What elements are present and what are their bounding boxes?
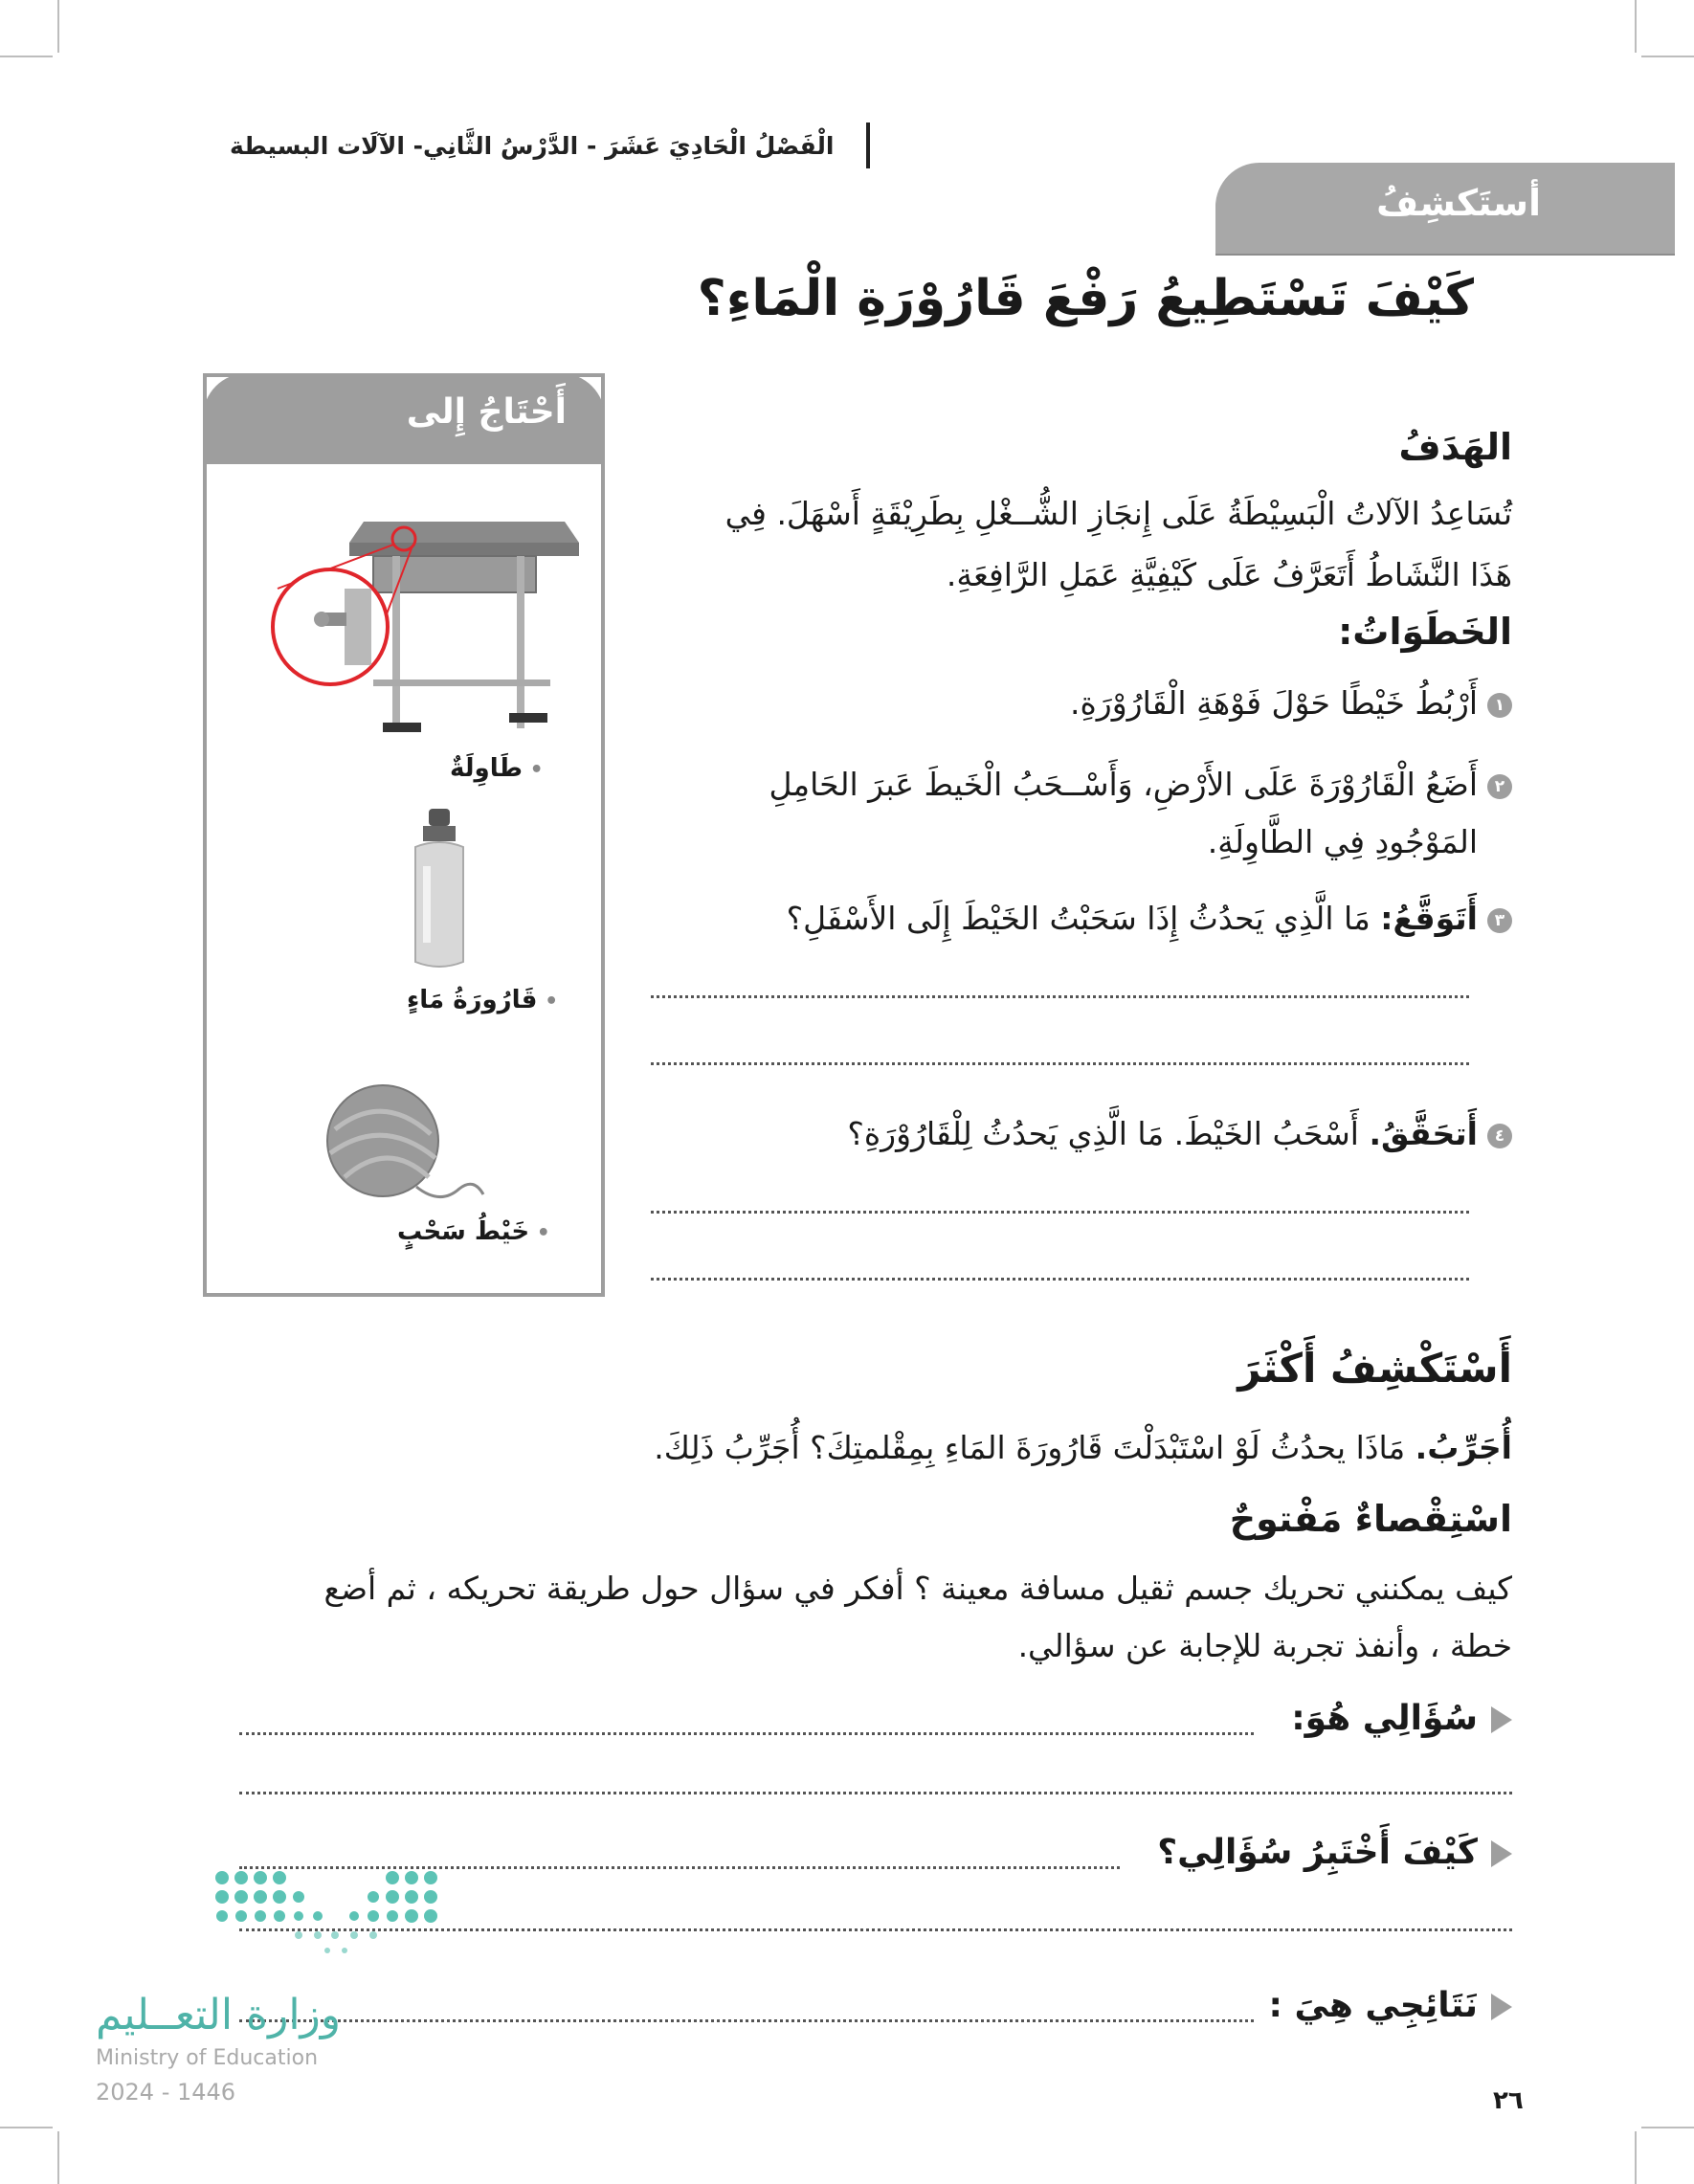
step-number: ٤ <box>1487 1124 1512 1148</box>
explore-more-text <box>654 1429 1512 1466</box>
crop-mark <box>1635 0 1637 53</box>
prompt-test <box>1157 1833 1512 1872</box>
bullet-icon: • <box>529 1221 550 1245</box>
answer-line[interactable] <box>651 995 1469 998</box>
step-number: ١ <box>1487 693 1512 718</box>
triangle-arrow-icon <box>1491 1840 1512 1867</box>
goal-heading: الهَدَفُ <box>1398 426 1512 468</box>
step-text: أَسْحَبُ الخَيْطَ. مَا الَّذِي يَحدُثُ لِلْقَارُوْرَةِ؟ <box>847 1115 1370 1152</box>
step-2-continued: المَوْجُودِ فِي الطَّاوِلَةِ. <box>1207 823 1478 860</box>
step-text: مَا الَّذِي يَحدُثُ إِذَا سَحَبْتُ الخَيْطَ إِلَى الأَسْفَلِ؟ <box>786 900 1381 937</box>
material-desk-label <box>450 754 544 783</box>
answer-line[interactable] <box>651 1211 1469 1214</box>
answer-line[interactable] <box>651 1062 1469 1065</box>
goal-line-2: هَذَا النَّشَاطُ أَتَعَرَّفُ عَلَى كَيْفِيَّةِ عَمَلِ الرَّافِعَةِ. <box>946 556 1512 593</box>
step-number: ٣ <box>1487 908 1512 933</box>
page-number: ٢٦ <box>1493 2086 1524 2115</box>
step-3 <box>787 900 1512 937</box>
step-text: أَرْبُطُ خَيْطًا حَوْلَ فَوْهَةِ الْقَارُوْرَةِ. <box>1070 684 1478 722</box>
triangle-arrow-icon <box>1491 1994 1512 2020</box>
prompt-test-label: كَيْفَ أَخْتَبِرُ سُؤَالِي؟ <box>1157 1833 1478 1872</box>
yarn-image <box>316 1081 488 1206</box>
running-head-bar <box>866 123 870 168</box>
prompt-results <box>1269 1986 1512 2025</box>
step-2 <box>769 766 1512 803</box>
answer-line[interactable] <box>651 1278 1469 1281</box>
crop-mark <box>57 2131 59 2184</box>
step-text: أَضَعُ الْقَارُوْرَةَ عَلَى الأَرْضِ، وَأَسْــحَبُ الْخَيطَ عَبرَ الحَامِلِ <box>769 766 1478 803</box>
crop-mark <box>0 2127 53 2128</box>
crop-mark <box>1641 2127 1694 2128</box>
goal-line-1: تُسَاعِدُ الآلاتُ الْبَسِيْطَةُ عَلَى إِنجَازِ الشُّــغْلِ بِطَرِيْقَةٍ أَسْهَلَ. فِي <box>724 495 1512 532</box>
step-4 <box>847 1115 1512 1152</box>
crop-mark <box>57 0 59 53</box>
step-1 <box>1070 684 1512 722</box>
answer-line[interactable] <box>239 2019 1254 2022</box>
answer-line[interactable] <box>239 1792 1512 1794</box>
edition-year: 2024 - 1446 <box>96 2079 236 2106</box>
steps-heading: الخَطَوَاتُ: <box>1338 611 1512 653</box>
ministry-name-ar: وزارة التعــليم <box>96 1991 342 2039</box>
explore-more-heading: أَسْتَكْشِفُ أَكْثَرَ <box>1237 1345 1512 1392</box>
material-string-label <box>397 1217 550 1246</box>
crop-mark <box>0 56 53 57</box>
step-label: أَتحَقَّقُ. <box>1369 1115 1478 1152</box>
material-bottle-label <box>407 986 558 1014</box>
crop-mark <box>1641 56 1694 57</box>
step-number: ٢ <box>1487 774 1512 799</box>
bullet-icon: • <box>537 990 559 1014</box>
step-label: أَتَوَقَّعُ: <box>1380 900 1478 937</box>
page-title: كَيْفَ تَسْتَطِيعُ رَفْعَ قَارُوْرَةِ الْمَاءِ؟ <box>697 270 1474 327</box>
triangle-arrow-icon <box>1491 1706 1512 1733</box>
running-head: الْفَصْلُ الْحَادِيَ عَشَرَ - الدَّرْسُ الثَّانِي- الآلَات البسيطة <box>230 132 835 160</box>
material-desk-text: طَاوِلَةٌ <box>450 754 523 783</box>
open-inquiry-heading: اسْتِقْصاءٌ مَفْتوحٌ <box>1229 1498 1512 1540</box>
open-inquiry-line-2: خطة ، وأنفذ تجربة للإجابة عن سؤالي. <box>1017 1627 1512 1664</box>
answer-line[interactable] <box>239 1732 1254 1735</box>
ministry-logo-icon <box>211 1866 450 1972</box>
explore-more-body: مَاذَا يحدُثُ لَوْ اسْتَبْدَلْتَ قَارُورَةَ المَاءِ بِمِقْلمتِكَ؟ أُجَرِّبُ ذَلِكَ. <box>654 1429 1415 1466</box>
prompt-results-label: نَتَائِجِي هِيَ : <box>1268 1986 1478 2025</box>
bullet-icon: • <box>522 758 544 782</box>
prompt-question <box>1291 1699 1512 1738</box>
explore-more-label: أُجَرِّبُ. <box>1415 1429 1512 1466</box>
ministry-name-en: Ministry of Education <box>96 2046 319 2070</box>
section-tab-label: أستَكشِفُ <box>1376 182 1541 224</box>
material-bottle-text: قَارُورَةُ مَاءٍ <box>407 986 538 1014</box>
crop-mark <box>1635 2131 1637 2184</box>
open-inquiry-line-1: كيف يمكنني تحريك جسم ثقيل مسافة معينة ؟ أفكر في سؤال حول طريقة تحريكه ، ثم أضع <box>323 1570 1512 1607</box>
bottle-image <box>402 809 479 971</box>
desk-image <box>258 483 584 732</box>
materials-title: أَحْتَاجُ إِلى <box>406 392 567 432</box>
material-string-text: خَيْطُ سَحْبٍ <box>397 1217 530 1246</box>
prompt-question-label: سُؤَالِي هُوَ: <box>1291 1699 1478 1738</box>
